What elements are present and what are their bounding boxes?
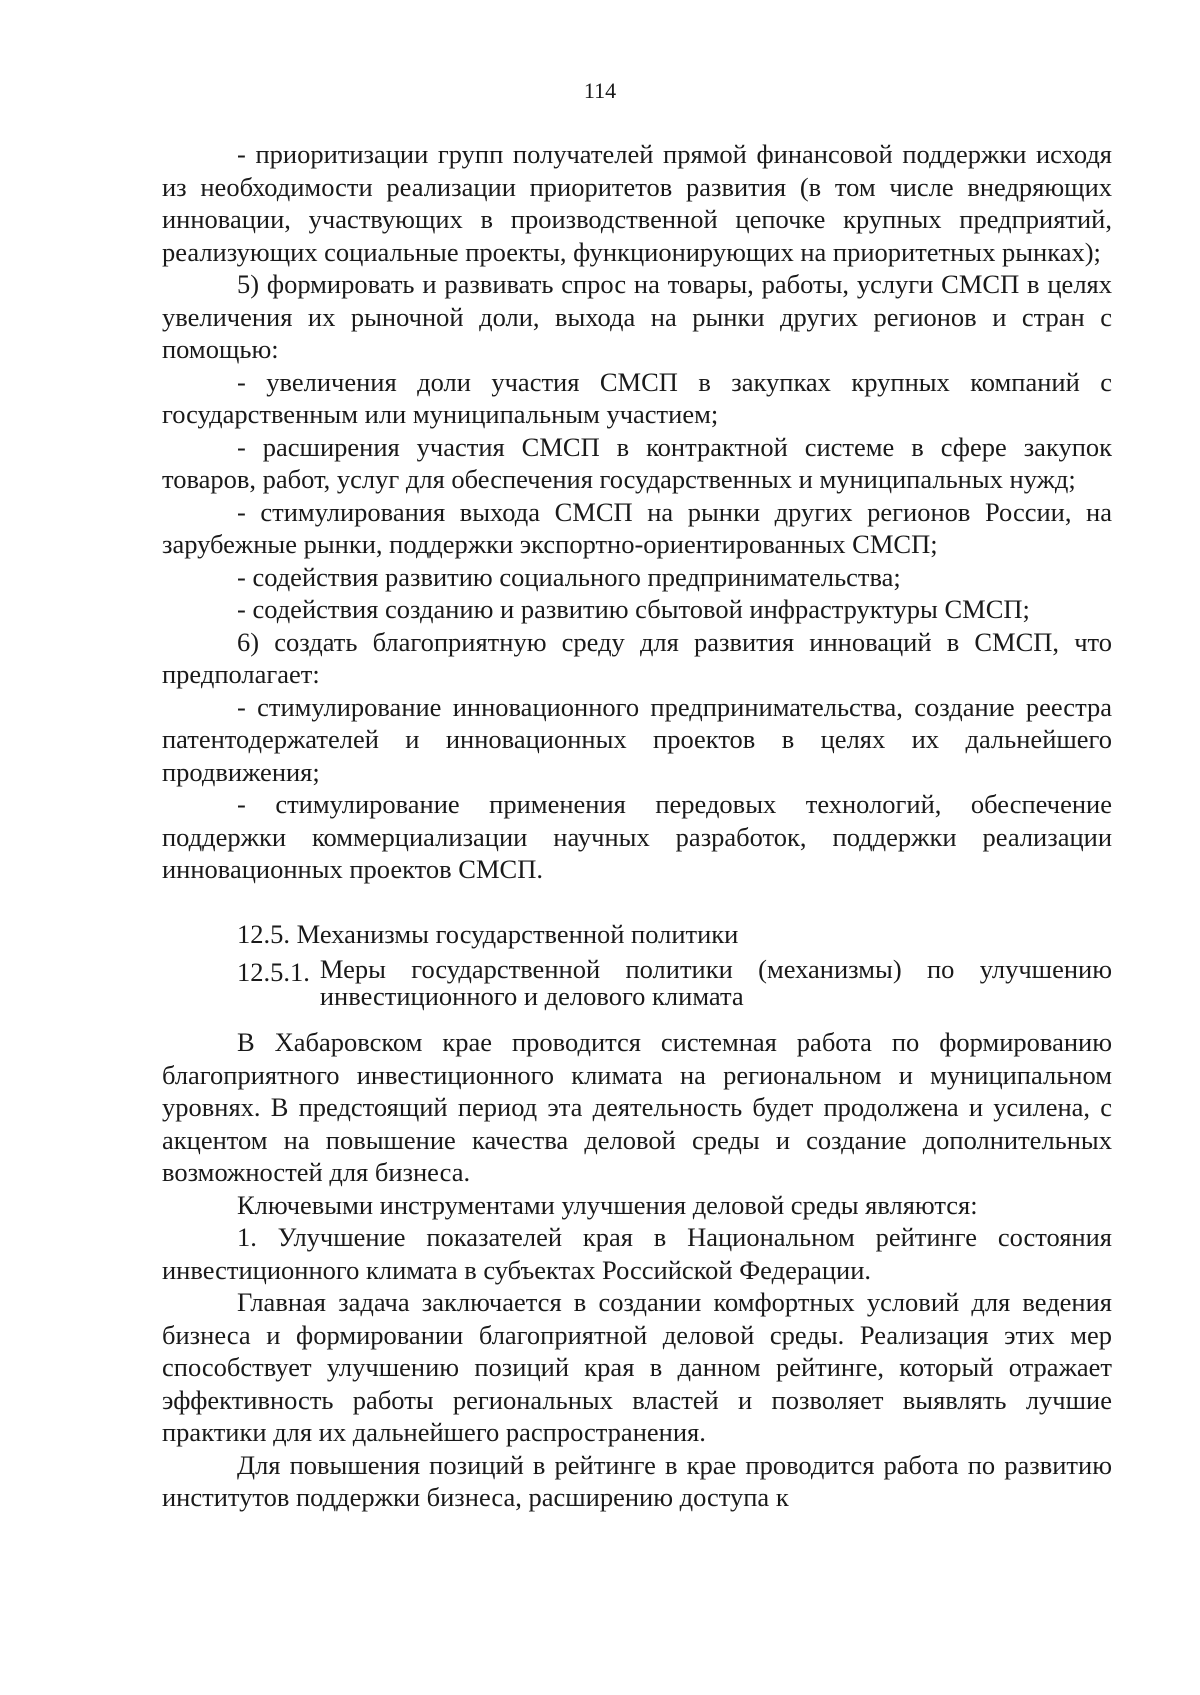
paragraph: - расширения участия СМСП в контрактной системе в сфере закупок товаров, работ, услуг для обеспечения государственных и муниципальных нужд; [162, 431, 1112, 494]
section-heading: 12.5. Механизмы государственной политики [237, 918, 739, 949]
paragraph: В Хабаровском крае проводится системная работа по формированию благоприятного инвестиционного климата на региональном и муниципальном уровнях. В предстоящий период эта деятельность будет продолжена и усилена, с акцентом на повышение качества деловой среды и создание дополнительных возможностей для бизнеса. [162, 1027, 1112, 1187]
paragraph: - увеличения доли участия СМСП в закупках крупных компаний с государственным или муниципальным участием; [162, 366, 1112, 429]
paragraph: - приоритизации групп получателей прямой финансовой поддержки исходя из необходимости реализации приоритетов развития (в том числе внедряющих инновации, участвующих в производственной цепочке крупных предприятий, реализующих социальные проекты, функционирующих на приоритетных рынках); [162, 139, 1112, 267]
paragraph: - содействия развитию социального предпринимательства; [237, 561, 901, 592]
paragraph: Главная задача заключается в создании комфортных условий для ведения бизнеса и формировании благоприятной деловой среды. Реализация этих мер способствует улучшению позиций края в данном рейтинге, который отражает эффективность работы региональных властей и позволяет выявлять лучшие практики для их дальнейшего распространения. [162, 1287, 1112, 1447]
paragraph: Ключевыми инструментами улучшения деловой среды являются: [237, 1189, 978, 1220]
paragraph: 6) создать благоприятную среду для развития инноваций в СМСП, что предполагает: [162, 626, 1112, 689]
paragraph: - стимулирование инновационного предпринимательства, создание реестра патентодержателей и инновационных проектов в целях их дальнейшего продвижения; [162, 691, 1112, 787]
page-number: 114 [583, 78, 617, 103]
document-body [162, 138, 1112, 1514]
paragraph: - стимулирование применения передовых технологий, обеспечение поддержки коммерциализации научных разработок, поддержки реализации инновационных проектов СМСП. [162, 789, 1112, 884]
subsection-title: Меры государственной политики (механизмы) по улучшению инвестиционного и делового климата [319, 954, 1112, 1011]
paragraph: 5) формировать и развивать спрос на товары, работы, услуги СМСП в целях увеличения их рыночной доли, выхода на рынки других регионов и стран с помощью: [162, 269, 1112, 364]
subsection-number: 12.5.1. [237, 957, 310, 987]
paragraph: - содействия созданию и развитию сбытовой инфраструктуры СМСП; [237, 594, 1030, 624]
subsection-heading [162, 956, 1112, 1010]
paragraph: 1. Улучшение показателей края в Национальном рейтинге состояния инвестиционного климата в субъектах Российской Федерации. [162, 1222, 1112, 1285]
paragraph: - стимулирования выхода СМСП на рынки других регионов России, на зарубежные рынки, поддержки экспортно-ориентированных СМСП; [162, 496, 1112, 559]
paragraph: Для повышения позиций в рейтинге в крае проводится работа по развитию институтов поддержки бизнеса, расширению доступа к [162, 1449, 1112, 1512]
